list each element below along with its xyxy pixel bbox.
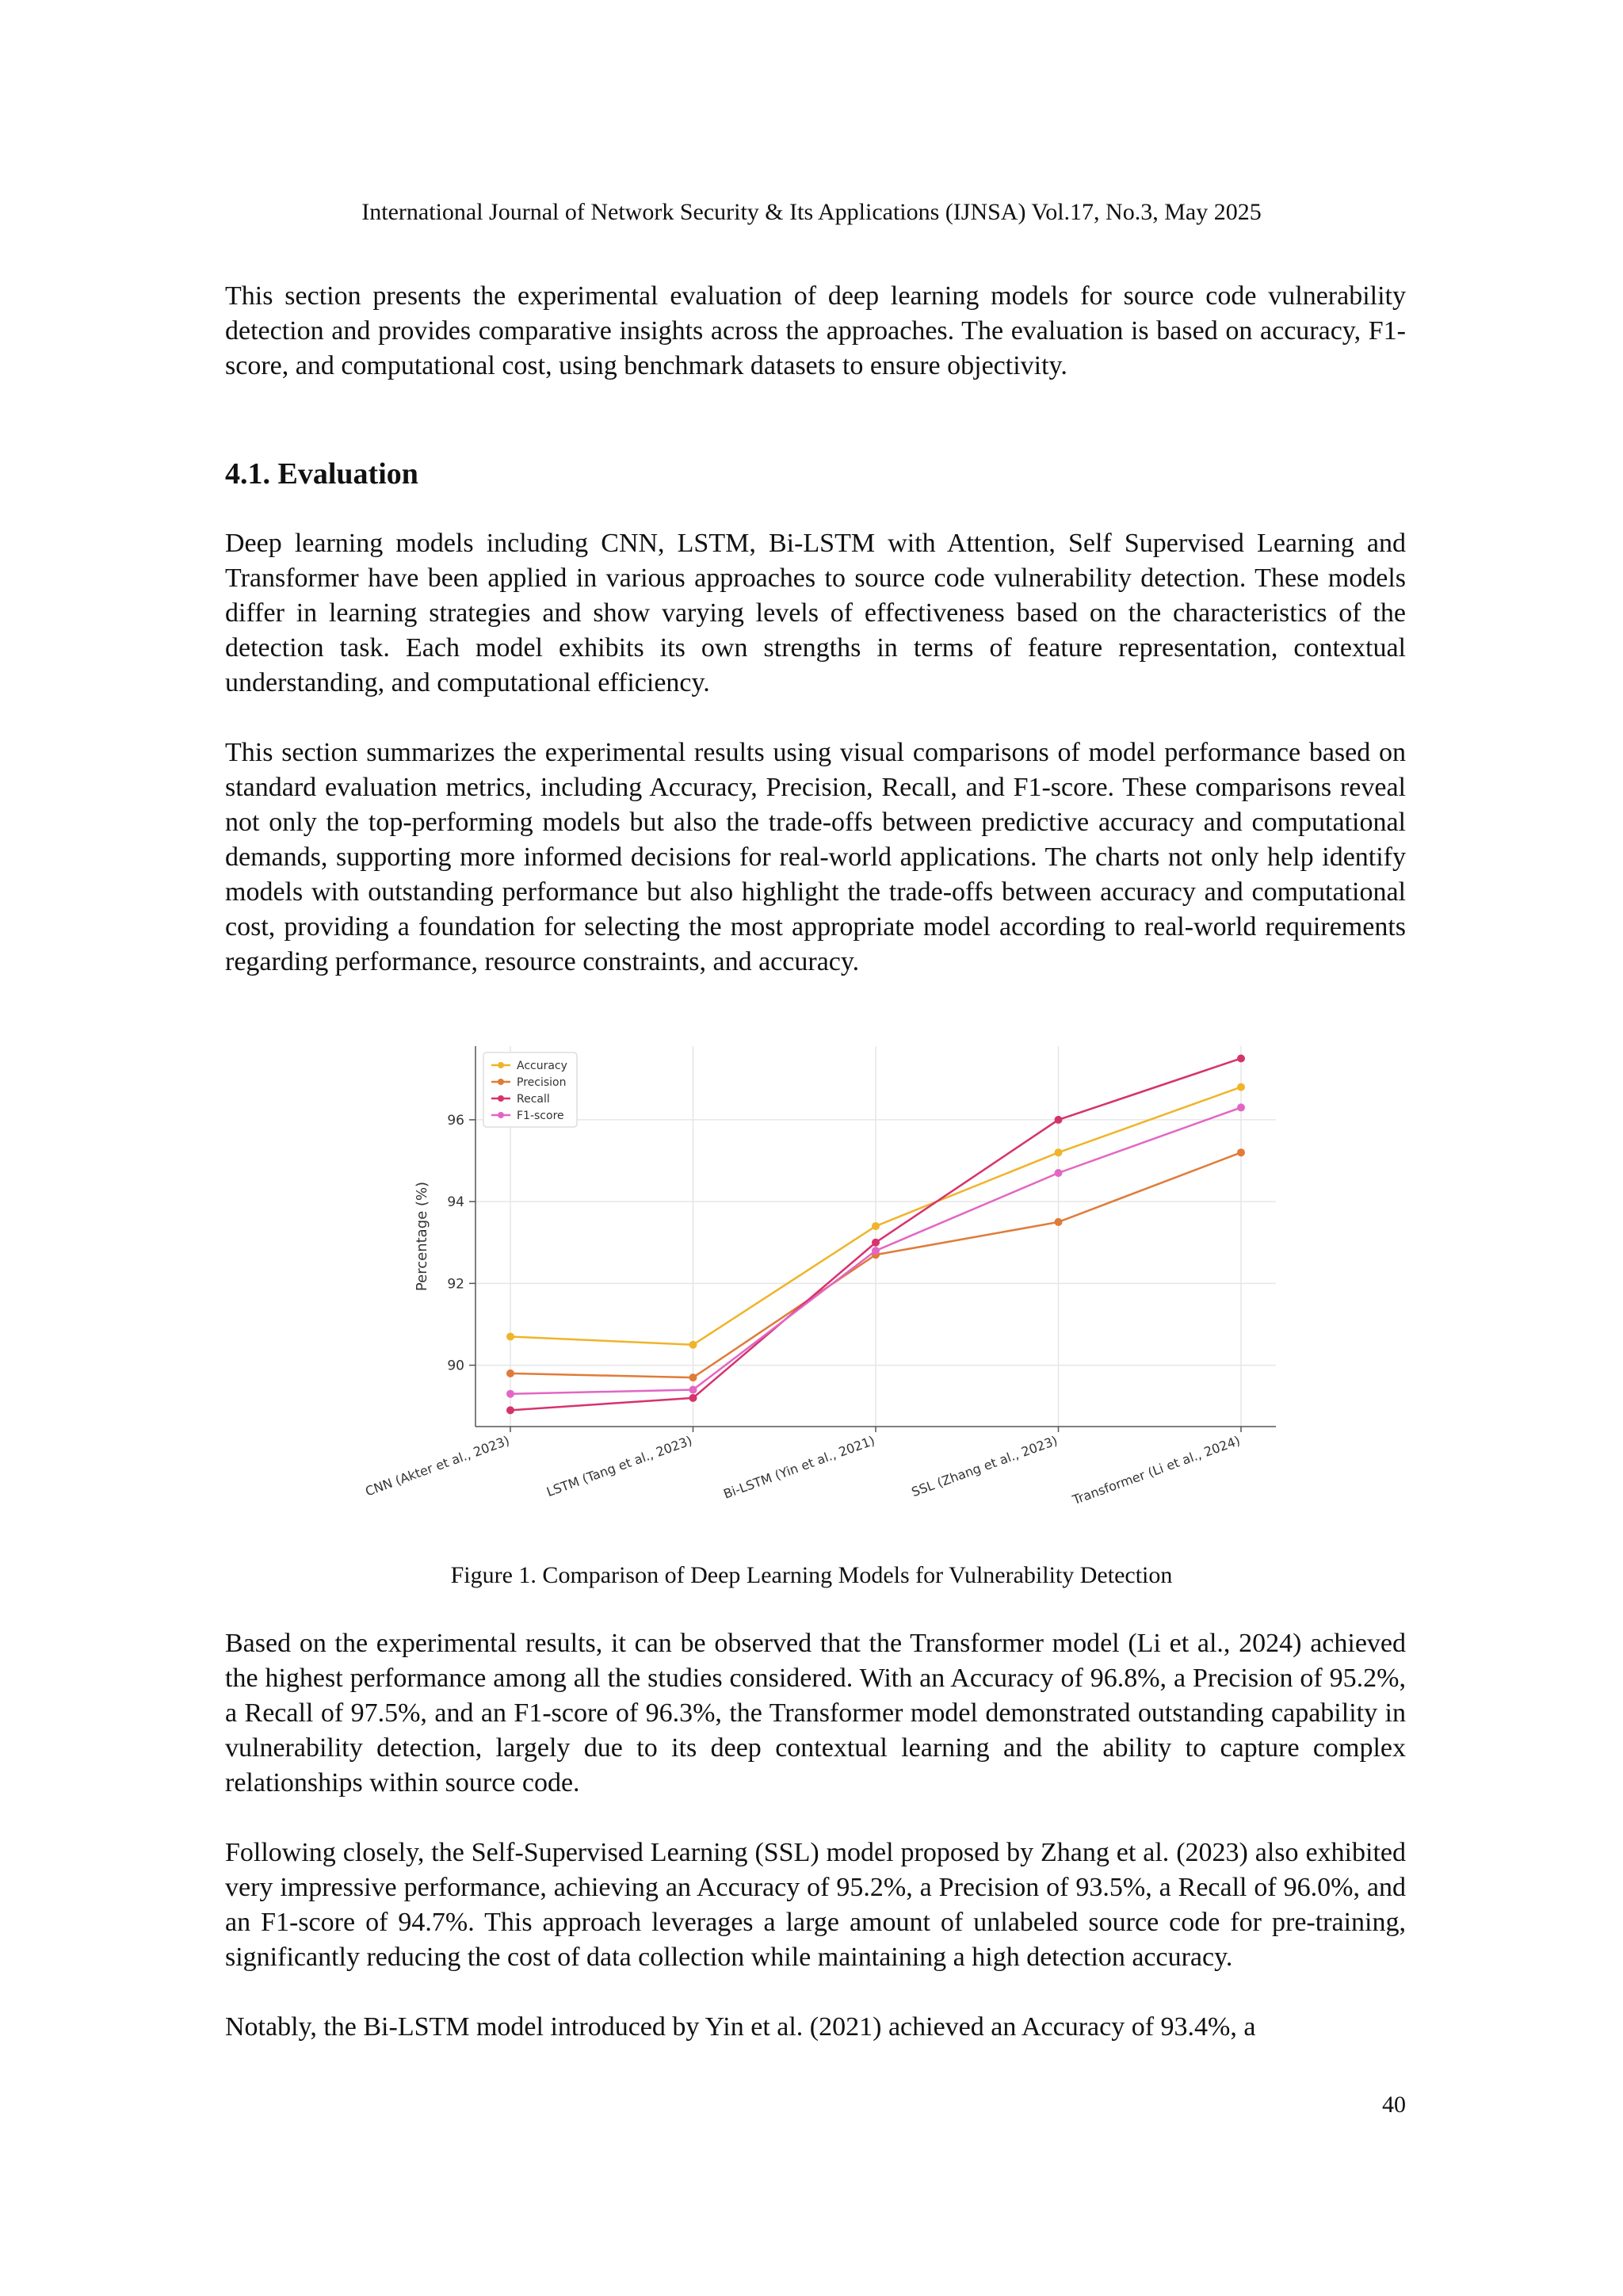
paragraph-text: This section summarizes the experimental results using visual comparisons of model performance based on standard evaluation metrics, including Accuracy, Precision, Recall, and F1-score. These comparisons reveal not only the top-performing models but also the trade-offs between predictive accuracy and computational demands, supporting more informed decisions for real-world applications. The charts not only help identify models with outstanding performance but also highlight the trade-offs between accuracy and computational cost, providing a foundation for selecting the most appropriate model according to real-world requirements regarding performance, resource constraints, and accuracy. bbox=[225, 738, 1406, 976]
data-point bbox=[689, 1386, 697, 1394]
y-tick-label: 94 bbox=[447, 1194, 464, 1211]
legend-swatch-marker bbox=[498, 1112, 504, 1118]
x-tick-label: Bi-LSTM (Yin et al., 2021) bbox=[721, 1432, 877, 1502]
x-tick-label: Transformer (Li et al., 2024) bbox=[1070, 1432, 1243, 1508]
figure-caption: Figure 1. Comparison of Deep Learning Models for Vulnerability Detection bbox=[450, 1562, 1173, 1588]
paragraph-models bbox=[225, 526, 1406, 701]
figure-line-chart bbox=[349, 1030, 1300, 1538]
data-point bbox=[1055, 1116, 1063, 1124]
data-point bbox=[1237, 1103, 1245, 1111]
y-tick-label: 92 bbox=[447, 1276, 464, 1293]
paragraph-text: Deep learning models including CNN, LSTM, Bi-LSTM with Attention, Self Supervised Learning and Transformer have been applied in various approaches to source code vulnerability detection. These models differ in learning strategies and show varying levels of effectiveness based on the characteristics of the detection task. Each model exhibits its own strengths in terms of feature representation, contextual understanding, and computational efficiency. bbox=[225, 529, 1406, 697]
data-point bbox=[872, 1222, 880, 1230]
paragraph-transformer bbox=[225, 1626, 1406, 1801]
data-point bbox=[1055, 1218, 1063, 1226]
data-point bbox=[1237, 1054, 1245, 1062]
paragraph-text: Following closely, the Self-Supervised Learning (SSL) model proposed by Zhang et al. (2023) also exhibited very impressive performance, achieving an Accuracy of 95.2%, a Precision of 93.5%, a Recall of 96.0%, and an F1-score of 94.7%. This approach leverages a large amount of unlabeled source code for pre-training, significantly reducing the cost of data collection while maintaining a high detection accuracy. bbox=[225, 1838, 1406, 1972]
data-point bbox=[689, 1373, 697, 1381]
paragraph-text: Notably, the Bi-LSTM model introduced by Yin et al. (2021) achieved an Accuracy of 93.4%, a bbox=[225, 2012, 1256, 2042]
data-point bbox=[506, 1406, 514, 1414]
paragraph-text: Based on the experimental results, it can be observed that the Transformer model (Li et al., 2024) achieved the highest performance among all the studies considered. With an Accuracy of 96.8%, a Precision of 95.2%, a Recall of 97.5%, and an F1-score of 96.3%, the Transformer model demonstrated outstanding capability in vulnerability detection, largely due to its deep contextual learning and the ability to capture complex relationships within source code. bbox=[225, 1629, 1406, 1797]
x-tick-label: CNN (Akter et al., 2023) bbox=[363, 1432, 512, 1499]
paragraph-bilstm bbox=[225, 2010, 1406, 2045]
x-tick-label: LSTM (Tang et al., 2023) bbox=[544, 1432, 694, 1500]
legend-swatch-marker bbox=[498, 1062, 504, 1068]
legend-swatch-marker bbox=[498, 1079, 504, 1085]
y-axis-label: Percentage (%) bbox=[414, 1181, 430, 1292]
data-point bbox=[689, 1394, 697, 1402]
paragraph-text: This section presents the experimental evaluation of deep learning models for source code vulnerability detection and provides comparative insights across the approaches. The evaluation is based on accuracy, F1-score, and computational cost, using benchmark datasets to ensure objectivity. bbox=[225, 281, 1406, 380]
paragraph-intro bbox=[225, 279, 1406, 384]
data-point bbox=[506, 1390, 514, 1398]
data-point bbox=[1237, 1083, 1245, 1091]
data-point bbox=[872, 1247, 880, 1255]
legend-label: Precision bbox=[517, 1076, 567, 1089]
journal-header: International Journal of Network Security & Its Applications (IJNSA) Vol.17, No.3, May 2025 bbox=[361, 199, 1262, 225]
data-point bbox=[1055, 1169, 1063, 1177]
data-point bbox=[1055, 1148, 1063, 1156]
legend-label: F1-score bbox=[517, 1110, 564, 1122]
data-point bbox=[506, 1370, 514, 1377]
data-point bbox=[689, 1341, 697, 1349]
y-tick-label: 90 bbox=[447, 1358, 464, 1374]
y-tick-label: 96 bbox=[447, 1112, 464, 1129]
data-point bbox=[1237, 1148, 1245, 1156]
legend-swatch-marker bbox=[498, 1095, 504, 1102]
legend-label: Recall bbox=[517, 1093, 550, 1106]
section-heading: 4.1. Evaluation bbox=[225, 457, 418, 491]
x-tick-label: SSL (Zhang et al., 2023) bbox=[909, 1432, 1060, 1500]
paragraph-ssl bbox=[225, 1836, 1406, 1975]
page-number: 40 bbox=[1382, 2092, 1406, 2118]
paragraph-summary bbox=[225, 735, 1406, 980]
data-point bbox=[872, 1239, 880, 1247]
data-point bbox=[506, 1332, 514, 1340]
legend-label: Accuracy bbox=[517, 1060, 567, 1072]
